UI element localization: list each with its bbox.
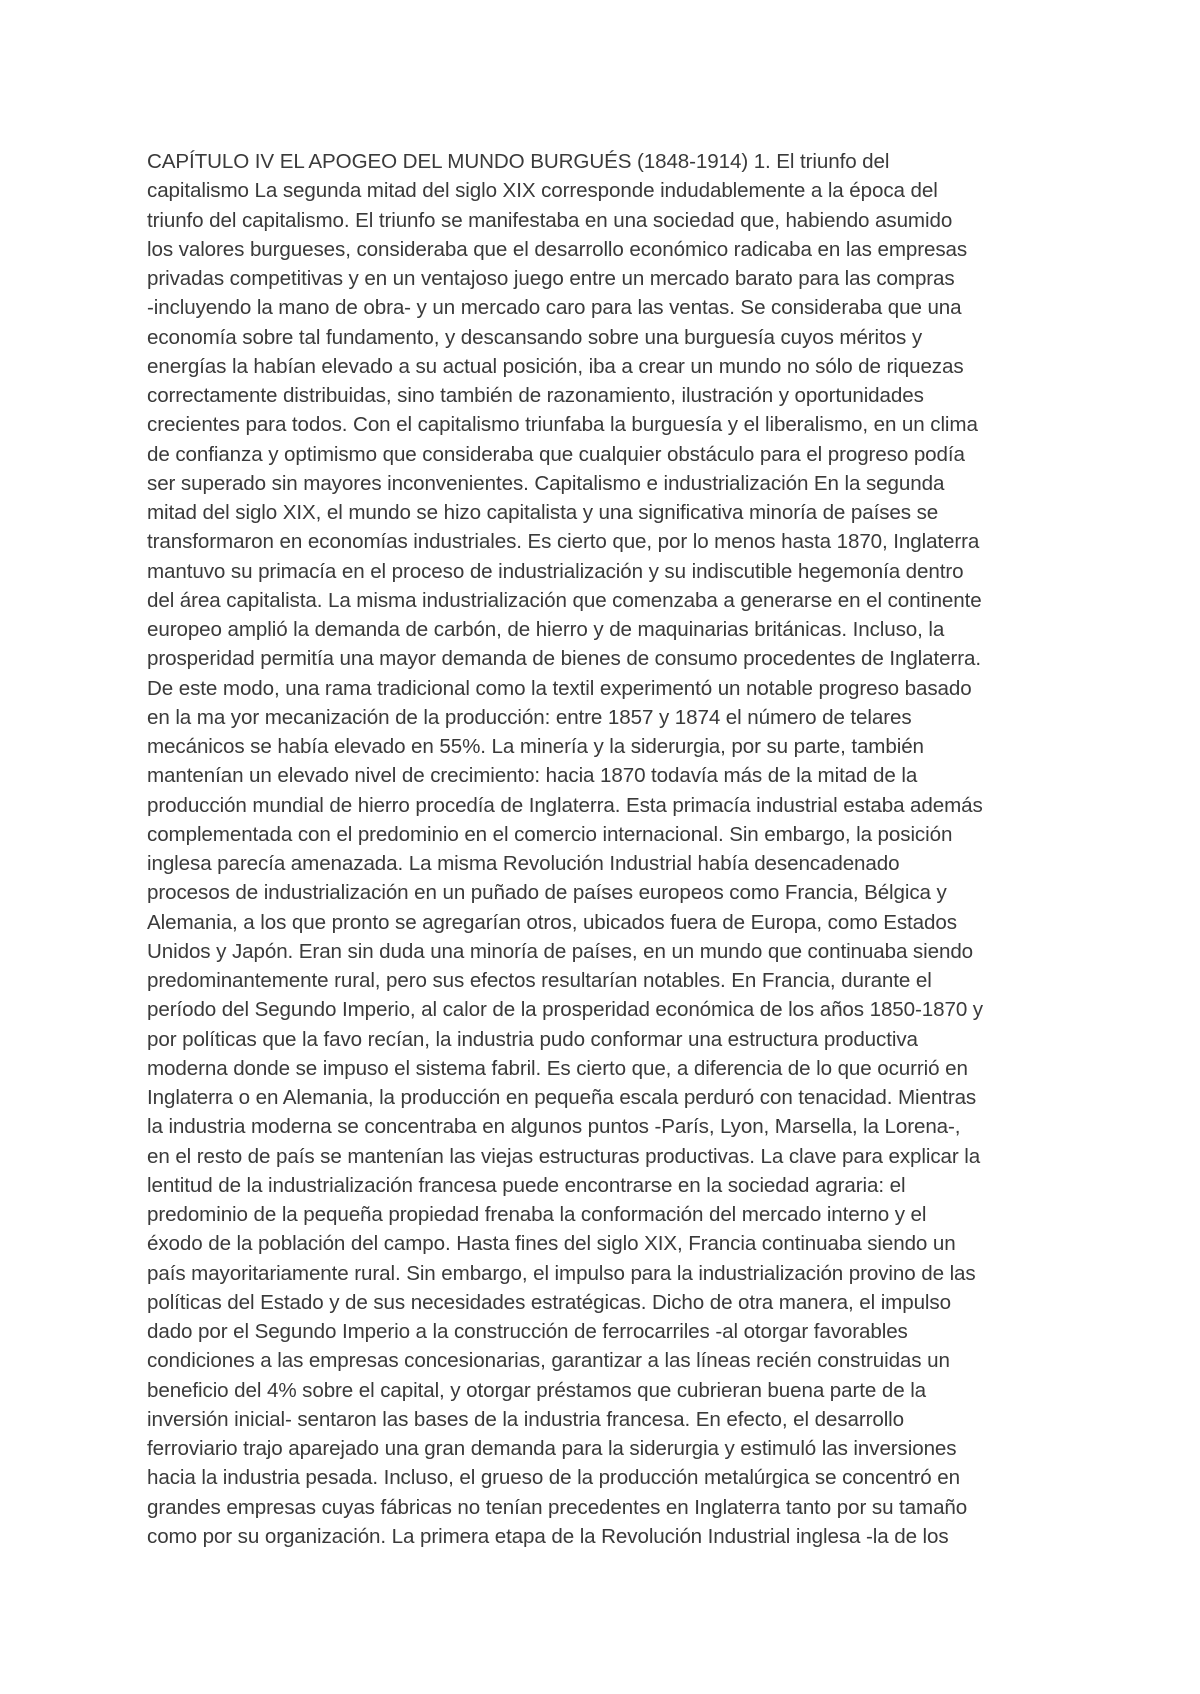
text-line: grandes empresas cuyas fábricas no tenían precedentes en Inglaterra tanto por su tamaño [147, 1495, 968, 1519]
text-line: crecientes para todos. Con el capitalismo triunfaba la burguesía y el liberalismo, en un clima [147, 413, 978, 437]
text-line: hacia la industria pesada. Incluso, el grueso de la producción metalúrgica se concentró en [147, 1466, 960, 1490]
body-text [147, 147, 1077, 1551]
text-line: mitad del siglo XIX, el mundo se hizo capitalista y una significativa minoría de países se [147, 501, 939, 524]
text-line: CAPÍTULO IV EL APOGEO DEL MUNDO BURGUÉS (1848-1914) 1. El triunfo del [147, 150, 890, 173]
text-line: Unidos y Japón. Eran sin duda una minoría de países, en un mundo que continuaba siendo [147, 939, 974, 963]
text-line: ser superado sin mayores inconvenientes. Capitalismo e industrialización En la segunda [147, 471, 945, 495]
text-line: inversión inicial- sentaron las bases de la industria francesa. En efecto, el desarrollo [147, 1407, 905, 1431]
text-line: en la ma yor mecanización de la producción: entre 1857 y 1874 el número de telares [147, 705, 912, 729]
text-line: transformaron en economías industriales. Es cierto que, por lo menos hasta 1870, Inglaterra [147, 530, 980, 554]
text-line: inglesa parecía amenazada. La misma Revolución Industrial había desencadenado [147, 852, 900, 875]
text-line: producción mundial de hierro procedía de Inglaterra. Esta primacía industrial estaba además [147, 793, 983, 817]
text-line: triunfo del capitalismo. El triunfo se manifestaba en una sociedad que, habiendo asumido [147, 208, 953, 232]
text-line: complementada con el predominio en el comercio internacional. Sin embargo, la posición [147, 822, 953, 846]
text-line: capitalismo La segunda mitad del siglo XIX corresponde indudablemente a la época del [147, 179, 938, 203]
text-line: lentitud de la industrialización francesa puede encontrarse en la sociedad agraria: el [147, 1173, 906, 1197]
text-line: privadas competitivas y en un ventajoso juego entre un mercado barato para las compras [147, 267, 955, 290]
text-line: mantuvo su primacía en el proceso de industrialización y su indiscutible hegemonía dentro [147, 559, 964, 583]
text-line: mantenían un elevado nivel de crecimiento: hacia 1870 todavía más de la mitad de la [147, 764, 918, 788]
text-line: por políticas que la favo recían, la industria pudo conformar una estructura productiva [147, 1027, 918, 1051]
text-line: procesos de industrialización en un puñado de países europeos como Francia, Bélgica y [147, 881, 947, 905]
text-line: como por su organización. La primera etapa de la Revolución Industrial inglesa -la de los [147, 1524, 949, 1548]
text-line: mecánicos se había elevado en 55%. La minería y la siderurgia, por su parte, también [147, 735, 924, 758]
text-line: beneficio del 4% sobre el capital, y otorgar préstamos que cubrieran buena parte de la [147, 1378, 927, 1402]
text-line: prosperidad permitía una mayor demanda de bienes de consumo procedentes de Inglaterra. [147, 647, 981, 671]
text-line: condiciones a las empresas concesionarias, garantizar a las líneas recién construidas un [147, 1349, 950, 1373]
text-line: país mayoritariamente rural. Sin embargo, el impulso para la industrialización provino de las [147, 1261, 976, 1285]
text-line: europeo amplió la demanda de carbón, de hierro y de maquinarias británicas. Incluso, la [147, 618, 945, 641]
text-line: Alemania, a los que pronto se agregarían otros, ubicados fuera de Europa, como Estados [147, 910, 957, 934]
text-line: los valores burgueses, consideraba que el desarrollo económico radicaba en las empresas [147, 237, 968, 261]
text-line: del área capitalista. La misma industrialización que comenzaba a generarse en el continente [147, 588, 982, 612]
text-line: correctamente distribuidas, sino también de razonamiento, ilustración y oportunidades [147, 384, 924, 407]
text-line: ferroviario trajo aparejado una gran demanda para la siderurgia y estimuló las inversiones [147, 1437, 957, 1460]
text-line: políticas del Estado y de sus necesidades estratégicas. Dicho de otra manera, el impulso [147, 1290, 951, 1314]
text-line: dado por el Segundo Imperio a la construcción de ferrocarriles -al otorgar favorables [147, 1320, 908, 1343]
text-line: Inglaterra o en Alemania, la producción en pequeña escala perduró con tenacidad. Mientras [147, 1086, 977, 1109]
text-line: de confianza y optimismo que consideraba que cualquier obstáculo para el progreso podía [147, 442, 965, 466]
text-line: éxodo de la población del campo. Hasta fines del siglo XIX, Francia continuaba siendo un [147, 1232, 956, 1256]
text-line: economía sobre tal fundamento, y descansando sobre una burguesía cuyos méritos y [147, 325, 923, 349]
text-line: período del Segundo Imperio, al calor de la prosperidad económica de los años 1850-1870 y [147, 998, 983, 1022]
text-line: la industria moderna se concentraba en algunos puntos -París, Lyon, Marsella, la Lorena-, [147, 1115, 961, 1139]
text-line: -incluyendo la mano de obra- y un mercado caro para las ventas. Se consideraba que una [147, 296, 962, 320]
text-line: moderna donde se impuso el sistema fabril. Es cierto que, a diferencia de lo que ocurrió en [147, 1056, 968, 1080]
text-line: predominantemente rural, pero sus efectos resultarían notables. En Francia, durante el [147, 969, 932, 992]
text-line: predominio de la pequeña propiedad frenaba la conformación del mercado interno y el [147, 1203, 927, 1226]
text-line: en el resto de país se mantenían las viejas estructuras productivas. La clave para explicar la [147, 1144, 981, 1168]
text-line: energías la habían elevado a su actual posición, iba a crear un mundo no sólo de riquezas [147, 354, 964, 378]
text-line: De este modo, una rama tradicional como la textil experimentó un notable progreso basado [147, 676, 972, 700]
